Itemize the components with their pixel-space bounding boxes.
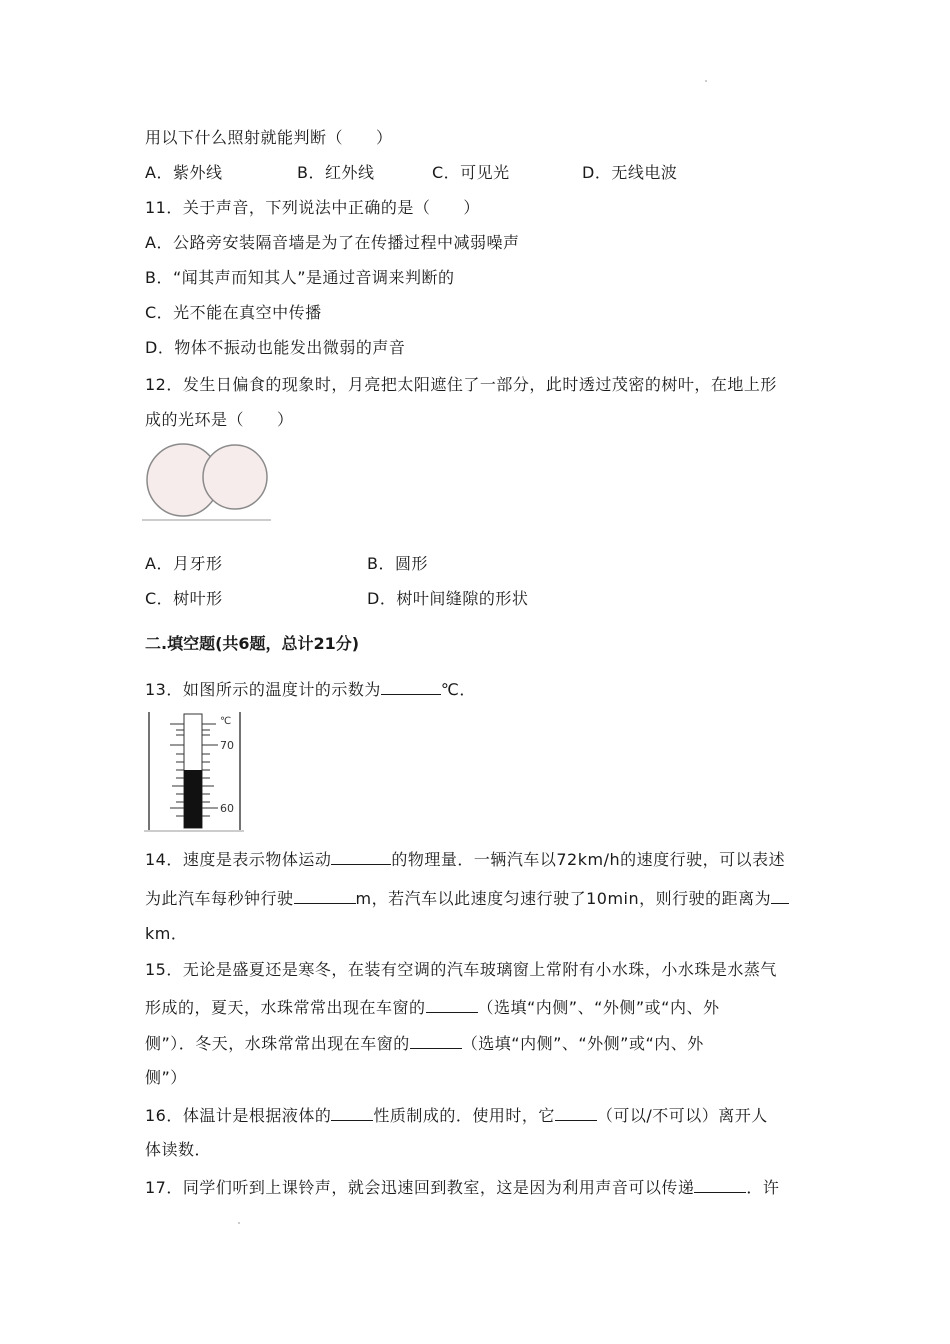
q17-text-1a: 17．同学们听到上课铃声，就会迅速回到教室，这是因为利用声音可以传递 — [145, 1178, 695, 1197]
q17-text-1b: ．许 — [746, 1178, 780, 1197]
q15-line2 — [145, 996, 719, 1018]
q12-stem-line1: 12．发生日偏食的现象时，月亮把太阳遮住了一部分，此时透过茂密的树叶，在地上形 — [145, 375, 777, 394]
q15-line1: 15．无论是盛夏还是寒冬，在装有空调的汽车玻璃窗上常附有小水珠，小水珠是水蒸气 — [145, 960, 777, 979]
q11-option-a: A．公路旁安装隔音墙是为了在传播过程中减弱噪声 — [145, 233, 520, 252]
q16-text-1c: （可以/不可以）离开人 — [596, 1106, 768, 1125]
q16-text-1a: 16．体温计是根据液体的 — [145, 1106, 332, 1125]
q16-line1 — [145, 1104, 768, 1126]
q14-blank-1[interactable] — [331, 848, 391, 865]
q17-blank-1[interactable] — [694, 1176, 746, 1193]
q12-stem-line2: 成的光环是（ ） — [145, 410, 294, 429]
q12-option-c: C．树叶形 — [145, 589, 223, 608]
moon-disk — [203, 445, 267, 509]
q10-option-c: C．可见光 — [432, 163, 510, 182]
q15-text-3a: 侧”）．冬天，水珠常常出现在车窗的 — [145, 1034, 410, 1053]
thermometer-label-70: 70 — [220, 739, 234, 752]
q16-blank-1[interactable] — [331, 1104, 373, 1121]
q13-text-before: 13．如图所示的温度计的示数为 — [145, 680, 381, 699]
footer-dot — [238, 1222, 240, 1224]
eclipse-figure — [140, 436, 275, 524]
q14-line3: km． — [145, 924, 188, 943]
q15-text-2b: （选填“内侧”、“外侧”或“内、外 — [477, 998, 720, 1017]
q16-line2: 体读数． — [145, 1140, 212, 1159]
q14-text-1a: 14．速度是表示物体运动 — [145, 850, 332, 869]
q16-text-1b: 性质制成的．使用时，它 — [373, 1106, 555, 1125]
q17-line1 — [145, 1176, 779, 1198]
q10-option-d: D．无线电波 — [582, 163, 678, 182]
q10-option-a: A．紫外线 — [145, 163, 223, 182]
q15-text-2a: 形成的，夏天，水珠常常出现在车窗的 — [145, 998, 426, 1017]
q14-line1 — [145, 848, 785, 870]
q10-option-b: B．红外线 — [297, 163, 375, 182]
q11-option-d: D．物体不振动也能发出微弱的声音 — [145, 338, 406, 357]
q11-option-b: B．“闻其声而知其人”是通过音调来判断的 — [145, 268, 455, 287]
q14-blank-2[interactable] — [294, 887, 356, 904]
q12-option-a: A．月牙形 — [145, 554, 223, 573]
thermometer-unit: ℃ — [220, 716, 232, 727]
q12-option-b: B．圆形 — [367, 554, 428, 573]
q13-text-after: ℃． — [440, 680, 476, 699]
thermometer-label-60: 60 — [220, 802, 234, 815]
q15-line3 — [145, 1032, 704, 1054]
q15-text-3b: （选填“内侧”、“外侧”或“内、外 — [461, 1034, 704, 1053]
section-heading: 二.填空题(共6题，总计21分) — [145, 634, 360, 653]
q14-text-2b: m，若汽车以此速度匀速行驶了10min，则行驶的距离为 — [355, 889, 772, 908]
q16-blank-2[interactable] — [555, 1104, 597, 1121]
thermometer-figure — [140, 710, 246, 834]
q14-text-1b: 的物理量．一辆汽车以72km/h的速度行驶，可以表述 — [391, 850, 786, 869]
q14-blank-3[interactable] — [771, 887, 789, 904]
corner-dot — [705, 80, 707, 82]
q13-blank[interactable] — [381, 678, 441, 695]
q14-text-2a: 为此汽车每秒钟行驶 — [145, 889, 294, 908]
q15-blank-2[interactable] — [410, 1032, 462, 1049]
q14-line2 — [145, 887, 789, 909]
q15-blank-1[interactable] — [426, 996, 478, 1013]
q12-option-d: D．树叶间缝隙的形状 — [367, 589, 529, 608]
q11-stem: 11．关于声音，下列说法中正确的是（ ） — [145, 198, 480, 217]
q10-stem-tail: 用以下什么照射就能判断（ ） — [145, 128, 393, 147]
q11-option-c: C．光不能在真空中传播 — [145, 303, 322, 322]
q15-line4: 侧”） — [145, 1068, 187, 1087]
q13-stem — [145, 678, 476, 700]
mercury-column — [184, 770, 202, 828]
